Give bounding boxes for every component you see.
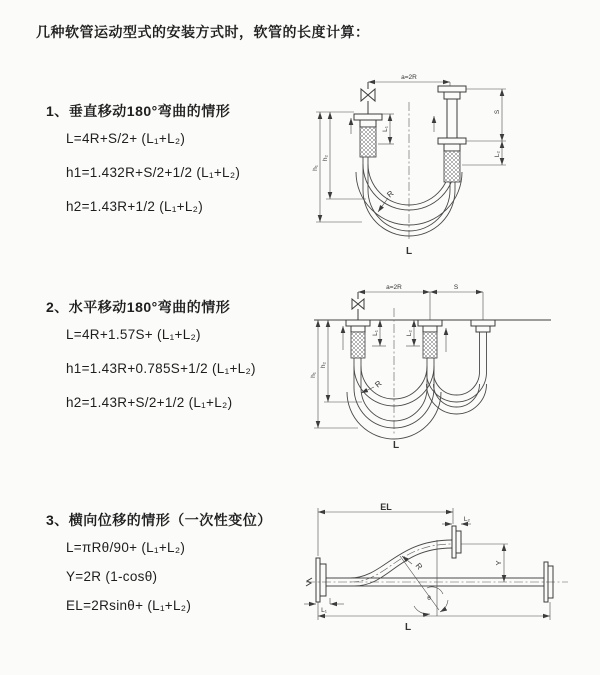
formula-line: h2=1.43R+1/2 (L₁+L₂) — [66, 199, 204, 214]
dim-label: h₁ — [310, 372, 317, 378]
section-3-heading: 3、横向位移的情形（一次性变位） — [46, 512, 272, 528]
s-curve-hose — [326, 540, 452, 586]
dim-label: R — [413, 561, 425, 572]
middle-flange — [418, 320, 442, 358]
formula-line: L=4R+S/2+ (L₁+L₂) — [66, 131, 186, 146]
left-flange — [346, 320, 370, 358]
dim-label: L₂ — [406, 329, 413, 337]
diagram-horizontal-180-bend — [306, 280, 556, 452]
formula-line: L=πRθ/90+ (L₁+L₂) — [66, 540, 186, 555]
dim-label: R — [385, 188, 396, 200]
formula-line: EL=2Rsinθ+ (L₁+L₂) — [66, 598, 192, 613]
formula-line: L=4R+1.57S+ (L₁+L₂) — [66, 327, 201, 342]
page-title: 几种软管运动型式的安装方式时，软管的长度计算： — [36, 24, 370, 40]
dim-label: EL — [380, 502, 392, 512]
dim-label: L₂ — [494, 150, 501, 158]
formula-line: Y=2R (1-cosθ) — [66, 569, 158, 584]
dim-label: L₁ — [372, 330, 379, 336]
diagram-lateral-displacement — [296, 500, 576, 648]
dim-l — [318, 602, 550, 620]
formula-line: h2=1.43R+S/2+1/2 (L₁+L₂) — [66, 395, 233, 410]
dim-h1-h2 — [316, 112, 366, 222]
formula-line: h1=1.43R+0.785S+1/2 (L₁+L₂) — [66, 361, 256, 376]
dim-label: S — [494, 109, 501, 115]
dim-label: h₁ — [312, 165, 319, 171]
dim-label: L — [404, 622, 412, 633]
dim-label: L₂ — [463, 516, 471, 523]
radius-leader — [402, 556, 412, 564]
dim-label: a=2R — [401, 74, 417, 81]
valve-icon — [361, 82, 375, 114]
dim-label: L₁ — [321, 607, 327, 614]
left-flange — [354, 114, 382, 157]
radius-leader — [361, 387, 374, 393]
formula-line: h1=1.432R+S/2+1/2 (L₁+L₂) — [66, 165, 241, 180]
right-flange-upper — [438, 86, 466, 138]
dim-a2r-s — [358, 292, 483, 320]
dim-label: L — [405, 246, 413, 257]
radius-leader — [378, 198, 388, 212]
section-2-heading: 2、水平移动180°弯曲的情形 — [46, 299, 231, 315]
dim-label: θ — [427, 595, 431, 602]
left-flange — [316, 558, 326, 602]
upper-flange — [452, 526, 461, 558]
dim-l1 — [304, 598, 344, 604]
dim-label: Y — [494, 560, 503, 566]
dim-a2r — [368, 82, 450, 86]
dim-el — [318, 508, 453, 556]
dim-label: a=2R — [386, 284, 402, 291]
dim-label: L₁ — [382, 126, 389, 132]
dim-label: L — [392, 440, 400, 451]
dim-label: h₂ — [320, 361, 327, 369]
dim-label: S — [453, 284, 459, 291]
dim-label: R — [373, 378, 384, 390]
valve-icon — [352, 292, 364, 320]
section-1-heading: 1、垂直移动180°弯曲的情形 — [46, 103, 231, 119]
diagram-vertical-180-bend — [306, 68, 546, 262]
right-flange — [471, 320, 495, 332]
dim-label: h₂ — [322, 154, 329, 162]
